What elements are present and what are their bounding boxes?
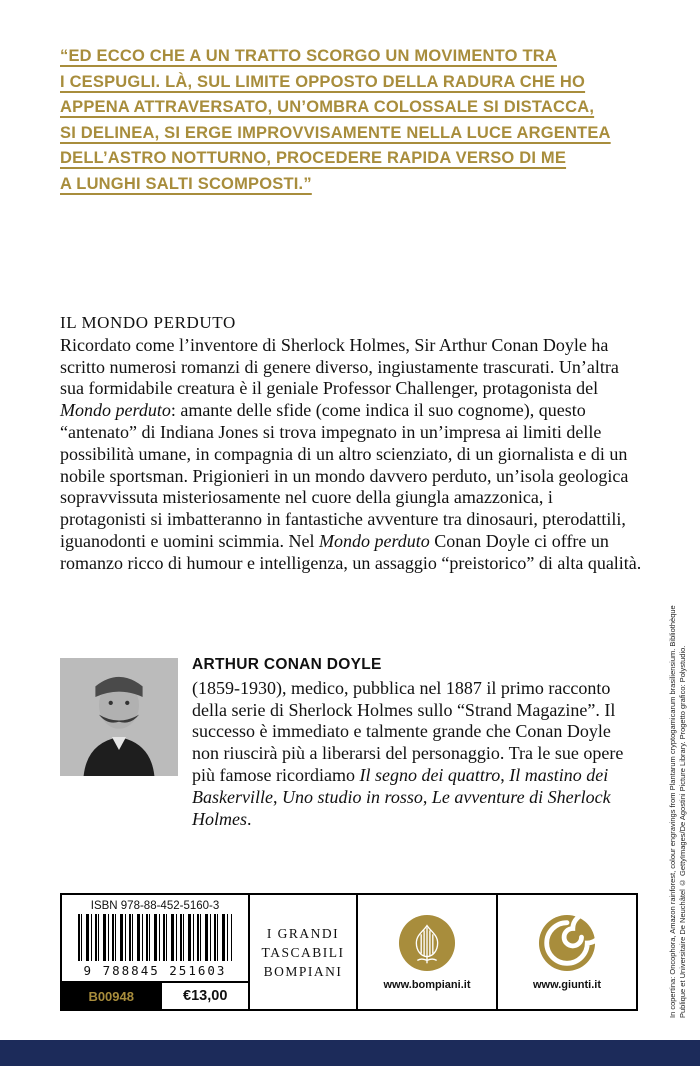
author-bio: (1859-1930), medico, pubblica nel 1887 il primo racconto della serie di Sherlock Holmes sullo “Strand Magazine”. Il successo è immediato e talmente grande che Conan Doyle non riuscirà più a liberarsi del personaggio. Tra le sue opere più famose ricordiamo Il segno dei quattro, Il mastino dei Baskerville, Uno studio in rosso, Le avventure di Sherlock Holmes.: [192, 677, 624, 829]
synopsis-section: [60, 312, 642, 575]
footer-info-box: [60, 893, 638, 1011]
imprint-panel: [250, 895, 358, 1009]
bompiani-panel: [358, 895, 498, 1009]
bottom-color-bar: [0, 1040, 700, 1066]
author-name: ARTHUR CONAN DOYLE: [192, 656, 382, 673]
bompiani-tulip-icon: [398, 914, 456, 972]
quote-line: “ED ECCO CHE A UN TRATTO SCORGO UN MOVIMENTO TRA: [60, 47, 557, 65]
author-photo: [60, 658, 178, 776]
product-code: B00948: [62, 983, 160, 1009]
book-title: IL MONDO PERDUTO: [60, 313, 236, 332]
imprint-line: TASCABILI: [261, 944, 345, 960]
author-portrait-illustration: [60, 658, 178, 776]
quote-line: I CESPUGLI. LÀ, SUL LIMITE OPPOSTO DELLA RADURA CHE HO: [60, 72, 586, 91]
imprint-line: BOMPIANI: [263, 963, 343, 979]
quote-line: A LUNGHI SALTI SCOMPOSTI.”: [60, 174, 312, 193]
giunti-spiral-icon: [538, 914, 596, 972]
giunti-panel: [498, 895, 636, 1009]
quote-line: APPENA ATTRAVERSATO, UN’OMBRA COLOSSALE SI DISTACCA,: [60, 98, 595, 116]
price: €13,00: [160, 983, 248, 1009]
giunti-website: www.giunti.it: [532, 978, 602, 991]
author-section: [60, 654, 642, 830]
photo-credits: In copertina: Oncophora, Amazon rainforest, colour engravings from Plantarum cryptogamicarum brasiliensium. Bibliothèque Publique et Universitaire De Neuchâtel © GettyImages/De Agostini Picture Library. Progetto grafico: Polystudio.: [668, 605, 687, 1018]
barcode-panel: [62, 895, 250, 1009]
barcode-digits: 9 788845 251603: [83, 963, 227, 978]
isbn-label: ISBN 978-88-452-5160-3: [90, 900, 220, 912]
quote-line: DELL’ASTRO NOTTURNO, PROCEDERE RAPIDA VERSO DI ME: [60, 149, 567, 167]
imprint-line: I GRANDI: [266, 925, 340, 941]
barcode: [78, 914, 232, 961]
cover-quote: [60, 44, 635, 197]
synopsis-text: Ricordato come l’inventore di Sherlock Holmes, Sir Arthur Conan Doyle ha scritto numerosi romanzi di genere diverso, ingiustamente trascurati. Un’altra sua formidabile creatura è il geniale Professor Challenger, protagonista del Mondo perduto: amante delle sfide (come indica il suo cognome), questo “antenato” di Indiana Jones si trova impegnato in un’impresa ai limiti delle possibilità umane, in compagnia di un altro scienziato, di un giornalista e di un nobile sportsman. Prigionieri in un mondo davvero perduto, un’isola geologica sopravvissuta misteriosamente nel cuore della giungla amazzonica, i protagonisti si imbatteranno in fantastiche avventure tra dinosauri, pterodattili, iguanodonti e uomini scimmia. Nel Mondo perduto Conan Doyle ci offre un romanzo ricco di humour e intelligenza, un assaggio “preistorico” di alta qualità.: [60, 334, 642, 573]
quote-line: SI DELINEA, SI ERGE IMPROVVISAMENTE NELLA LUCE ARGENTEA: [60, 123, 611, 142]
price-row: [62, 981, 248, 1009]
bompiani-website: www.bompiani.it: [383, 978, 471, 991]
